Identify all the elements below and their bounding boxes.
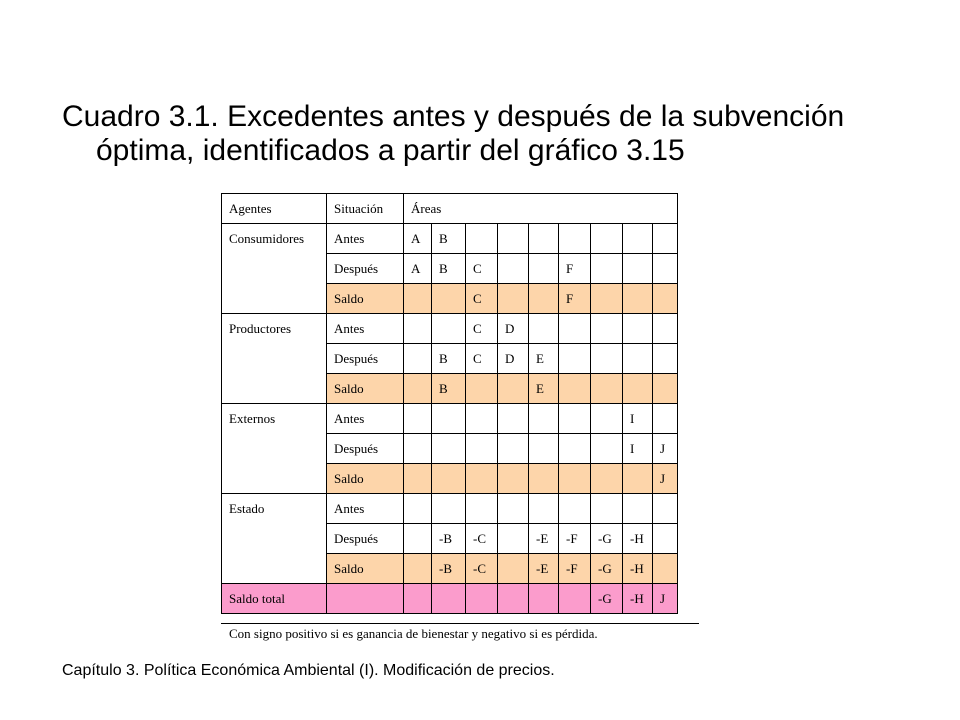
header-areas: Áreas (404, 194, 678, 224)
area-cell (498, 434, 529, 464)
area-cell: -F (559, 554, 591, 584)
area-cell: -G (591, 524, 623, 554)
header-agents: Agentes (222, 194, 327, 224)
area-cell (404, 374, 432, 404)
area-cell (498, 494, 529, 524)
area-cell: -E (529, 554, 559, 584)
area-cell (591, 374, 623, 404)
area-cell (591, 494, 623, 524)
area-cell: -B (432, 554, 466, 584)
area-cell (529, 464, 559, 494)
area-cell (559, 404, 591, 434)
area-cell (498, 374, 529, 404)
situation-cell: Antes (327, 494, 404, 524)
area-cell (529, 494, 559, 524)
area-cell (404, 464, 432, 494)
area-cell (498, 464, 529, 494)
title-line-1: Cuadro 3.1. Excedentes antes y después de la subvención (62, 100, 845, 133)
area-cell (653, 494, 678, 524)
area-cell: I (623, 404, 653, 434)
table-row (222, 224, 678, 254)
slide-title (62, 100, 902, 168)
area-cell (653, 284, 678, 314)
area-cell (653, 374, 678, 404)
area-cell (404, 344, 432, 374)
total-area-cell (529, 584, 559, 614)
area-cell (404, 314, 432, 344)
area-cell (498, 554, 529, 584)
area-cell (591, 284, 623, 314)
area-cell (559, 464, 591, 494)
total-area-cell: -G (591, 584, 623, 614)
area-cell: -H (623, 524, 653, 554)
area-cell: J (653, 464, 678, 494)
area-cell (498, 404, 529, 434)
area-cell (466, 404, 498, 434)
area-cell: C (466, 314, 498, 344)
area-cell (623, 344, 653, 374)
area-cell (591, 224, 623, 254)
situation-cell: Antes (327, 404, 404, 434)
area-cell (498, 224, 529, 254)
table-row (222, 404, 678, 434)
total-label-cell: Saldo total (222, 584, 327, 614)
situation-cell: Saldo (327, 284, 404, 314)
area-cell (498, 524, 529, 554)
area-cell (404, 494, 432, 524)
agent-cell: Consumidores (222, 224, 327, 314)
area-cell (404, 524, 432, 554)
area-cell (404, 404, 432, 434)
area-cell: F (559, 284, 591, 314)
area-cell (653, 254, 678, 284)
area-cell (653, 554, 678, 584)
area-cell (466, 374, 498, 404)
area-cell (653, 404, 678, 434)
area-cell: -G (591, 554, 623, 584)
total-area-cell (559, 584, 591, 614)
area-cell: B (432, 374, 466, 404)
area-cell: B (432, 254, 466, 284)
agent-cell: Externos (222, 404, 327, 494)
area-cell (623, 374, 653, 404)
area-cell (404, 284, 432, 314)
situation-cell: Antes (327, 224, 404, 254)
total-area-cell: J (653, 584, 678, 614)
situation-cell: Después (327, 254, 404, 284)
area-cell (466, 434, 498, 464)
area-cell (623, 464, 653, 494)
area-cell (432, 284, 466, 314)
total-area-cell: -H (623, 584, 653, 614)
area-cell (591, 314, 623, 344)
area-cell: I (623, 434, 653, 464)
situation-cell: Saldo (327, 374, 404, 404)
area-cell (623, 494, 653, 524)
area-cell: C (466, 254, 498, 284)
area-cell: A (404, 224, 432, 254)
agent-cell: Estado (222, 494, 327, 584)
area-cell (466, 224, 498, 254)
situation-cell: Después (327, 434, 404, 464)
area-cell (559, 374, 591, 404)
area-cell (529, 314, 559, 344)
area-cell (623, 254, 653, 284)
area-cell (529, 254, 559, 284)
area-cell: E (529, 374, 559, 404)
area-cell (653, 314, 678, 344)
total-situation-cell (327, 584, 404, 614)
table-row (222, 314, 678, 344)
total-area-cell (498, 584, 529, 614)
area-cell (466, 464, 498, 494)
area-cell (529, 224, 559, 254)
area-cell: -C (466, 524, 498, 554)
table-note: Con signo positivo si es ganancia de bienestar y negativo si es pérdida. (221, 623, 699, 642)
area-cell: D (498, 314, 529, 344)
area-cell (559, 494, 591, 524)
area-cell (559, 224, 591, 254)
header-row (222, 194, 678, 224)
area-cell: -H (623, 554, 653, 584)
header-situation: Situación (327, 194, 404, 224)
area-cell (529, 284, 559, 314)
total-row (222, 584, 678, 614)
area-cell (404, 554, 432, 584)
area-cell (432, 314, 466, 344)
slide-footer: Capítulo 3. Política Económica Ambiental (I). Modificación de precios. (62, 662, 555, 679)
area-cell: B (432, 224, 466, 254)
title-line-2: óptima, identificados a partir del gráfico 3.15 (96, 134, 685, 167)
total-area-cell (432, 584, 466, 614)
area-cell (591, 434, 623, 464)
area-cell: J (653, 434, 678, 464)
total-area-cell (466, 584, 498, 614)
situation-cell: Saldo (327, 554, 404, 584)
area-cell (623, 284, 653, 314)
area-cell (498, 284, 529, 314)
surplus-table (221, 193, 678, 614)
area-cell: B (432, 344, 466, 374)
area-cell (591, 344, 623, 374)
area-cell: D (498, 344, 529, 374)
area-cell (466, 494, 498, 524)
area-cell: E (529, 344, 559, 374)
area-cell (623, 224, 653, 254)
area-cell (404, 434, 432, 464)
area-cell (559, 314, 591, 344)
total-area-cell (404, 584, 432, 614)
area-cell: -B (432, 524, 466, 554)
area-cell: A (404, 254, 432, 284)
area-cell: -F (559, 524, 591, 554)
area-cell (432, 464, 466, 494)
area-cell (591, 464, 623, 494)
area-cell (432, 404, 466, 434)
area-cell: F (559, 254, 591, 284)
agent-cell: Productores (222, 314, 327, 404)
situation-cell: Después (327, 344, 404, 374)
area-cell (432, 494, 466, 524)
area-cell (591, 254, 623, 284)
area-cell (653, 344, 678, 374)
area-cell: C (466, 344, 498, 374)
area-cell: -E (529, 524, 559, 554)
area-cell (653, 524, 678, 554)
area-cell (529, 404, 559, 434)
area-cell (653, 224, 678, 254)
area-cell: -C (466, 554, 498, 584)
table-row (222, 494, 678, 524)
area-cell: C (466, 284, 498, 314)
area-cell (591, 404, 623, 434)
area-cell (432, 434, 466, 464)
area-cell (559, 344, 591, 374)
situation-cell: Después (327, 524, 404, 554)
surplus-table-container (221, 193, 678, 614)
area-cell (498, 254, 529, 284)
area-cell (559, 434, 591, 464)
situation-cell: Antes (327, 314, 404, 344)
area-cell (623, 314, 653, 344)
area-cell (529, 434, 559, 464)
situation-cell: Saldo (327, 464, 404, 494)
